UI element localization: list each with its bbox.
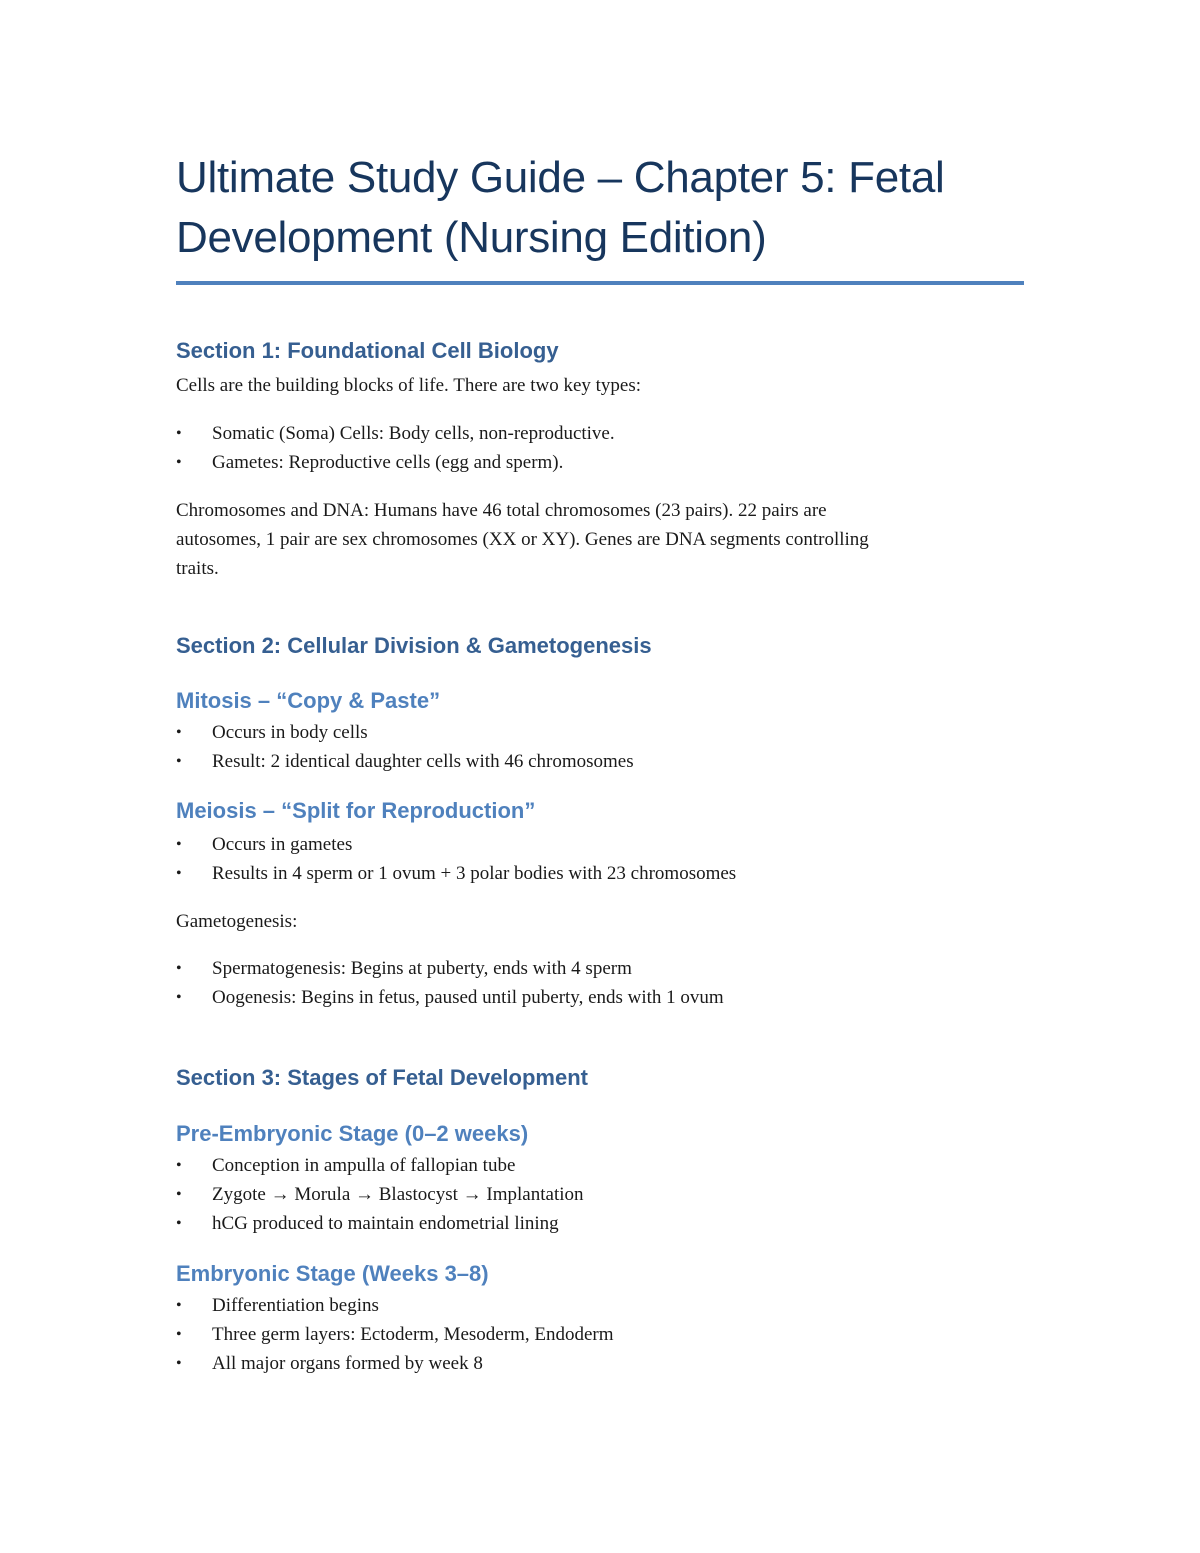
document-title-line-1: Ultimate Study Guide – Chapter 5: Fetal (176, 153, 945, 202)
bullet-icon: • (176, 1355, 182, 1372)
document-page (176, 148, 1026, 1378)
list-item (176, 1180, 1026, 1209)
section-1-chromosomes-paragraph (176, 496, 1026, 583)
list-item-text: Differentiation begins (212, 1295, 379, 1316)
list-item (176, 718, 1026, 747)
list-item-text: Results in 4 sperm or 1 ovum + 3 polar bodies with 23 chromosomes (212, 863, 737, 884)
list-item (176, 1349, 1026, 1378)
meiosis-heading: Meiosis – “Split for Reproduction” (176, 798, 536, 823)
list-item (176, 1209, 1026, 1238)
paragraph-line: Chromosomes and DNA: Humans have 46 total chromosomes (23 pairs). 22 pairs are (176, 500, 827, 521)
section-1-intro: Cells are the building blocks of life. There are two key types: (176, 375, 642, 396)
list-item-text: Oogenesis: Begins in fetus, paused until puberty, ends with 1 ovum (212, 987, 724, 1008)
list-item-text: Three germ layers: Ectoderm, Mesoderm, Endoderm (212, 1324, 614, 1345)
list-item (176, 1291, 1026, 1320)
bullet-icon: • (176, 1215, 182, 1232)
section-1-heading: Section 1: Foundational Cell Biology (176, 338, 559, 363)
list-item (176, 830, 1026, 859)
bullet-icon: • (176, 1326, 182, 1343)
paragraph-line: traits. (176, 558, 219, 579)
bullet-icon: • (176, 1297, 182, 1314)
list-item (176, 859, 1026, 888)
document-title-line-2: Development (Nursing Edition) (176, 213, 767, 262)
list-item (176, 747, 1026, 776)
document-title (176, 148, 1026, 268)
pre-embryonic-bullet-list (176, 1151, 1026, 1238)
bullet-icon: • (176, 1157, 182, 1174)
list-item (176, 983, 1026, 1012)
list-item (176, 448, 1026, 477)
paragraph-line: autosomes, 1 pair are sex chromosomes (XX or XY). Genes are DNA segments controlling (176, 529, 869, 550)
list-item (176, 1320, 1026, 1349)
list-item (176, 1151, 1026, 1180)
list-item-text: hCG produced to maintain endometrial lining (212, 1213, 559, 1234)
list-item-text: Occurs in gametes (212, 834, 353, 855)
list-item-text: Conception in ampulla of fallopian tube (212, 1155, 516, 1176)
list-item-text: Result: 2 identical daughter cells with 46 chromosomes (212, 751, 634, 772)
embryonic-bullet-list (176, 1291, 1026, 1378)
bullet-icon: • (176, 753, 182, 770)
section-2-heading: Section 2: Cellular Division & Gametogenesis (176, 633, 652, 658)
bullet-icon: • (176, 1186, 182, 1203)
gametogenesis-bullet-list (176, 954, 1026, 1012)
bullet-icon: • (176, 989, 182, 1006)
title-underline-rule (176, 281, 1024, 285)
section-1-bullet-list (176, 419, 1026, 477)
pre-embryonic-heading: Pre-Embryonic Stage (0–2 weeks) (176, 1121, 529, 1146)
bullet-icon: • (176, 865, 182, 882)
list-item-text: Spermatogenesis: Begins at puberty, ends with 4 sperm (212, 958, 632, 979)
embryonic-heading: Embryonic Stage (Weeks 3–8) (176, 1261, 489, 1286)
list-item-text: Gametes: Reproductive cells (egg and sperm). (212, 452, 564, 473)
list-item-text: All major organs formed by week 8 (212, 1353, 483, 1374)
list-item (176, 954, 1026, 983)
mitosis-bullet-list (176, 718, 1026, 776)
list-item-text: Somatic (Soma) Cells: Body cells, non-reproductive. (212, 423, 615, 444)
list-item (176, 419, 1026, 448)
list-item-text: Zygote → Morula → Blastocyst → Implantation (212, 1184, 584, 1205)
list-item-text: Occurs in body cells (212, 722, 368, 743)
mitosis-heading: Mitosis – “Copy & Paste” (176, 688, 441, 713)
bullet-icon: • (176, 724, 182, 741)
bullet-icon: • (176, 425, 182, 442)
gametogenesis-label: Gametogenesis: (176, 911, 298, 932)
section-3-heading: Section 3: Stages of Fetal Development (176, 1065, 588, 1090)
bullet-icon: • (176, 836, 182, 853)
bullet-icon: • (176, 454, 182, 471)
meiosis-bullet-list (176, 830, 1026, 888)
bullet-icon: • (176, 960, 182, 977)
